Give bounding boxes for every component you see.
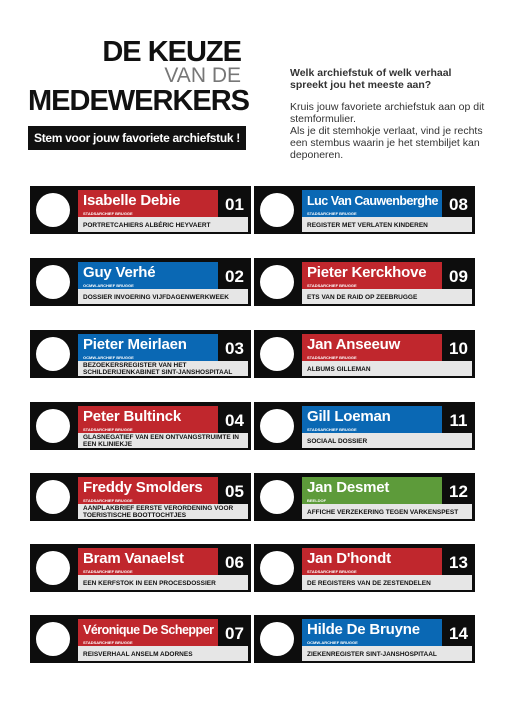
candidate-name: Luc Van Cauwenberghe [302, 190, 442, 212]
candidate-name: Freddy Smolders [78, 477, 218, 499]
archive-item-title: AANPLAKBRIEF EERSTE VERORDENING VOOR TOERISTISCHE BOOTTOCHTJES [78, 504, 248, 519]
candidate-organisation: STADSARCHIEF BRUGGE [78, 498, 218, 504]
candidate-organisation: STADSARCHIEF BRUGGE [302, 283, 442, 289]
title-line-1: DE KEUZE [102, 36, 241, 68]
candidate-organisation: STADSARCHIEF BRUGGE [78, 211, 218, 217]
candidate-card [254, 186, 475, 234]
candidate-number: 02 [225, 267, 244, 286]
archive-item-title: REISVERHAAL ANSELM ADORNES [78, 646, 248, 661]
vote-banner: Stem voor jouw favoriete archiefstuk ! [28, 126, 246, 150]
candidate-number: 05 [225, 482, 244, 501]
candidate-number: 12 [449, 482, 468, 501]
intro-question: Welk archiefstuk of welk verhaal spreekt jou het meeste aan? [290, 67, 452, 91]
candidate-organisation: STADSARCHIEF BRUGGE [302, 211, 442, 217]
candidate-organisation: STADSARCHIEF BRUGGE [78, 569, 218, 575]
vote-checkbox[interactable] [36, 265, 70, 299]
archive-item-title: DE REGISTERS VAN DE ZESTENDELEN [302, 575, 472, 590]
vote-checkbox[interactable] [260, 409, 294, 443]
candidate-organisation: BEELDOF [302, 498, 442, 504]
archive-item-title: GLASNEGATIEF VAN EEN ONTVANGSTRUIMTE IN EEN KLINIEKJE [78, 433, 248, 448]
candidate-name: Pieter Kerckhove [302, 262, 442, 284]
vote-checkbox[interactable] [36, 409, 70, 443]
archive-item-title: ALBUMS GILLEMAN [302, 361, 472, 376]
candidate-number: 06 [225, 553, 244, 572]
candidate-card [30, 330, 251, 378]
archive-item-title: REGISTER MET VERLATEN KINDEREN [302, 217, 472, 232]
candidate-number: 04 [225, 411, 244, 430]
candidate-card [30, 258, 251, 306]
archive-item-title: DOSSIER INVOERING VIJFDAGENWERKWEEK [78, 289, 248, 304]
vote-checkbox[interactable] [260, 622, 294, 656]
candidate-card [30, 544, 251, 592]
archive-item-title: PORTRETCAHIERS ALBÉRIC HEYVAERT [78, 217, 248, 232]
title-line-2: VAN DE [164, 64, 241, 87]
vote-checkbox[interactable] [36, 622, 70, 656]
candidate-number: 01 [225, 195, 244, 214]
candidate-organisation: OCMW-ARCHIEF BRUGGE [302, 640, 442, 646]
vote-checkbox[interactable] [36, 337, 70, 371]
vote-checkbox[interactable] [260, 265, 294, 299]
candidate-name: Guy Verhé [78, 262, 218, 284]
candidate-card [254, 615, 475, 663]
candidate-name: Bram Vanaelst [78, 548, 218, 570]
intro-text [290, 67, 485, 161]
page-title [28, 36, 250, 117]
candidate-name: Jan Anseeuw [302, 334, 442, 356]
candidate-organisation: STADSARCHIEF BRUGGE [302, 569, 442, 575]
candidate-number: 10 [449, 339, 468, 358]
candidate-card [254, 544, 475, 592]
candidate-card [254, 330, 475, 378]
vote-checkbox[interactable] [260, 337, 294, 371]
candidate-card [254, 402, 475, 450]
candidate-number: 14 [449, 624, 468, 643]
candidate-card [30, 186, 251, 234]
candidate-number: 03 [225, 339, 244, 358]
candidate-card [30, 615, 251, 663]
candidate-number: 07 [225, 624, 244, 643]
archive-item-title: ZIEKENREGISTER SINT-JANSHOSPITAAL [302, 646, 472, 661]
vote-checkbox[interactable] [260, 551, 294, 585]
candidate-name: Jan Desmet [302, 477, 442, 499]
candidate-name: Hilde De Bruyne [302, 619, 442, 641]
candidate-number: 09 [449, 267, 468, 286]
candidate-name: Isabelle Debie [78, 190, 218, 212]
candidate-organisation: OCMW-ARCHIEF BRUGGE [78, 283, 218, 289]
intro-paragraph-1: Kruis jouw favoriete archiefstuk aan op dit stemformulier. [290, 101, 485, 125]
candidate-card [254, 473, 475, 521]
candidate-number: 11 [449, 411, 468, 430]
candidate-card [30, 402, 251, 450]
candidate-organisation: STADSARCHIEF BRUGGE [302, 427, 442, 433]
vote-checkbox[interactable] [36, 551, 70, 585]
candidate-name: Véronique De Schepper [78, 619, 218, 641]
title-line-3: MEDEWERKERS [28, 85, 250, 117]
archive-item-title: BEZOEKERSREGISTER VAN HET SCHILDERIJENKABINET SINT-JANSHOSPITAAL [78, 361, 248, 376]
candidate-organisation: STADSARCHIEF BRUGGE [78, 427, 218, 433]
archive-item-title: SOCIAAL DOSSIER [302, 433, 472, 448]
archive-item-title: AFFICHE VERZEKERING TEGEN VARKENSPEST [302, 504, 472, 519]
vote-checkbox[interactable] [260, 193, 294, 227]
candidate-name: Gill Loeman [302, 406, 442, 428]
candidate-card [254, 258, 475, 306]
candidate-organisation: STADSARCHIEF BRUGGE [302, 355, 442, 361]
candidate-number: 13 [449, 553, 468, 572]
vote-checkbox[interactable] [36, 193, 70, 227]
candidate-number: 08 [449, 195, 468, 214]
candidate-organisation: STADSARCHIEF BRUGGE [78, 640, 218, 646]
candidate-name: Peter Bultinck [78, 406, 218, 428]
vote-checkbox[interactable] [36, 480, 70, 514]
candidate-organisation: OCMW-ARCHIEF BRUGGE [78, 355, 218, 361]
vote-checkbox[interactable] [260, 480, 294, 514]
archive-item-title: EEN KERFSTOK IN EEN PROCESDOSSIER [78, 575, 248, 590]
candidate-name: Jan D'hondt [302, 548, 442, 570]
archive-item-title: ETS VAN DE RAID OP ZEEBRUGGE [302, 289, 472, 304]
intro-paragraph-2: Als je dit stemhokje verlaat, vind je rechts een stembus waarin je het stembiljet kan deponeren. [290, 125, 483, 161]
candidate-name: Pieter Meirlaen [78, 334, 218, 356]
candidate-card [30, 473, 251, 521]
